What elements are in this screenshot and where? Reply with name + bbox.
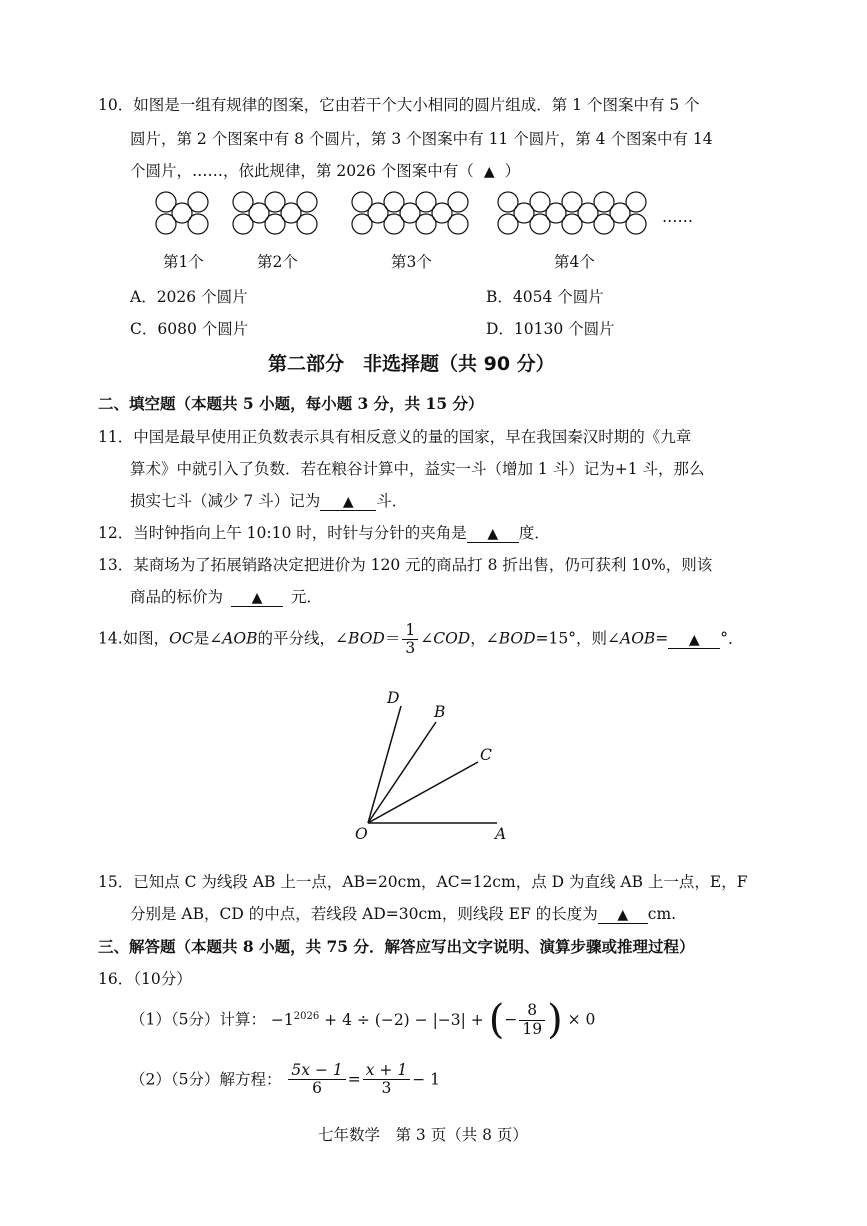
- q14-eq: ＝: [384, 629, 401, 648]
- q14-text-b: 的平分线，∠: [257, 629, 349, 648]
- q13-line2-pre: 商品的标价为: [130, 588, 224, 606]
- q15-line2-pre: 分别是 AB，CD 的中点，若线段 AD=30cm，则线段 EF 的长度为: [130, 905, 598, 923]
- page-footer: 七年数学 第 3 页（共 8 页）: [318, 1126, 528, 1144]
- fraction-numerator: 1: [402, 622, 418, 640]
- q14-degree: °．: [720, 629, 744, 648]
- fraction-denominator: 3: [381, 1079, 392, 1098]
- pattern-label-2: 第2个: [257, 253, 298, 271]
- expr-term-a: −1: [270, 1010, 294, 1029]
- q14-text-c: ，∠: [470, 629, 499, 648]
- q10-line3-text: 个圆片，……，依此规律，第 2026 个图案中有（: [130, 162, 474, 180]
- q13-line2-post: 元．: [291, 588, 323, 606]
- answer-triangle: ▲: [688, 631, 700, 648]
- left-paren: (: [488, 997, 505, 1043]
- q14-cod: COD: [433, 629, 471, 648]
- q14-bod2: BOD: [498, 629, 536, 648]
- fraction-denominator: 6: [312, 1079, 323, 1098]
- pattern-ellipsis: ……: [662, 208, 693, 226]
- q11-line1: 11．中国是最早使用正负数表示具有相反意义的量的国家，早在我国秦汉时期的《九章: [98, 428, 692, 446]
- section2-title: 二、填空题（本题共 5 小题，每小题 3 分，共 15 分）: [98, 394, 484, 413]
- point-label-a: A: [495, 825, 507, 843]
- pattern-label-3: 第3个: [391, 253, 432, 271]
- q16-title: 16．（10分）: [98, 970, 192, 988]
- q15-line1: 15．已知点 C 为线段 AB 上一点，AB=20cm，AC=12cm，点 D 为直线 AB 上一点，E，F: [98, 873, 748, 891]
- q16-part1-label: （1）（5分）计算：: [130, 1010, 266, 1029]
- q16-lhs-fraction: [288, 1062, 345, 1097]
- answer-triangle: ▲: [487, 526, 499, 542]
- q15-line2: [130, 907, 676, 924]
- point-label-b: B: [434, 703, 446, 721]
- ray-od: [368, 706, 401, 823]
- answer-triangle: ▲: [617, 907, 629, 923]
- q11-line2: 算术》中就引入了负数．若在粮谷计算中，益实一斗（增加 1 斗）记为+1 斗，那么: [130, 460, 705, 478]
- ray-oc: [368, 762, 478, 823]
- q13-line1: 13．某商场为了拓展销路决定把进价为 120 元的商品打 8 折出售，仍可获利 10%，则该: [98, 556, 713, 574]
- q10-option-d: D．10130 个圆片: [486, 320, 615, 338]
- q10-line1: 10．如图是一组有规律的图案，它由若干个大小相同的圆片组成．第 1 个图案中有 5 个: [98, 96, 700, 114]
- answer-triangle: ▲: [342, 494, 354, 510]
- q14-eq2: =: [655, 629, 669, 648]
- fraction-denominator: 3: [405, 639, 416, 658]
- pattern-label-1: 第1个: [163, 253, 204, 271]
- q14-aob: AOB: [222, 629, 258, 648]
- expr-term-b: + 4 ÷ (−2) − |−3| +: [324, 1010, 484, 1029]
- expr-term-c: × 0: [567, 1010, 596, 1029]
- q11-line3-post: 斗．: [376, 492, 408, 510]
- q10-line3-end: ）: [504, 162, 521, 180]
- pattern-label-4: 第4个: [554, 253, 595, 271]
- part2-title: 第二部分 非选择题（共 90 分）: [268, 353, 555, 375]
- fraction-denominator: 19: [522, 1019, 543, 1038]
- q14-text-a: 是∠: [193, 629, 223, 648]
- q10-line2: 圆片，第 2 个图案中有 8 个圆片，第 3 个图案中有 11 个圆片，第 4 个图案中有 14: [130, 130, 713, 148]
- point-label-o: O: [355, 825, 368, 843]
- point-label-c: C: [480, 746, 492, 764]
- answer-triangle: ▲: [483, 164, 495, 180]
- q16-part2-label: （2）（5分）解方程：: [130, 1070, 282, 1089]
- q14-pre: 14.如图，: [98, 629, 170, 648]
- q14-oc: OC: [169, 629, 194, 648]
- q16-rhs-fraction: [363, 1062, 410, 1097]
- q14-aob2: AOB: [620, 629, 656, 648]
- answer-triangle: ▲: [251, 590, 263, 606]
- q11-line3-pre: 损实七斗（减少 7 斗）记为: [130, 492, 321, 510]
- q12-post: 度．: [518, 524, 550, 542]
- fraction-numerator: x + 1: [363, 1062, 410, 1080]
- point-label-d: D: [387, 689, 400, 707]
- section3-title: 三、解答题（本题共 8 小题，共 75 分．解答应写出文字说明、演算步骤或推理过程）: [98, 937, 695, 956]
- q14-angle-symbol: ∠: [420, 629, 434, 648]
- q14-bod: BOD: [348, 629, 385, 648]
- expr-exponent: 2026: [293, 1010, 320, 1022]
- q16-part1: [130, 997, 596, 1043]
- q16-part1-expr: [271, 1011, 484, 1029]
- equals-sign: =: [347, 1070, 361, 1089]
- q16-part2: [130, 1062, 440, 1097]
- right-paren: ): [547, 997, 563, 1043]
- q15-line2-post: cm.: [647, 905, 677, 923]
- q10-option-a: A．2026 个圆片: [130, 288, 248, 306]
- ray-ob: [368, 722, 436, 823]
- minus-sign: −: [504, 1010, 518, 1029]
- q10-option-b: B．4054 个圆片: [486, 288, 604, 306]
- q16-fraction: [519, 1002, 545, 1037]
- fraction-numerator: 5x − 1: [288, 1062, 345, 1080]
- q10-option-c: C．6080 个圆片: [130, 320, 249, 338]
- answer-blank: [598, 907, 648, 924]
- q12-pre: 12．当时钟指向上午 10:10 时，时针与分针的夹角是: [98, 524, 467, 542]
- fraction-numerator: 8: [519, 1002, 545, 1020]
- expr-tail: − 1: [412, 1070, 440, 1089]
- q14-text-d: =15°，则∠: [535, 629, 620, 648]
